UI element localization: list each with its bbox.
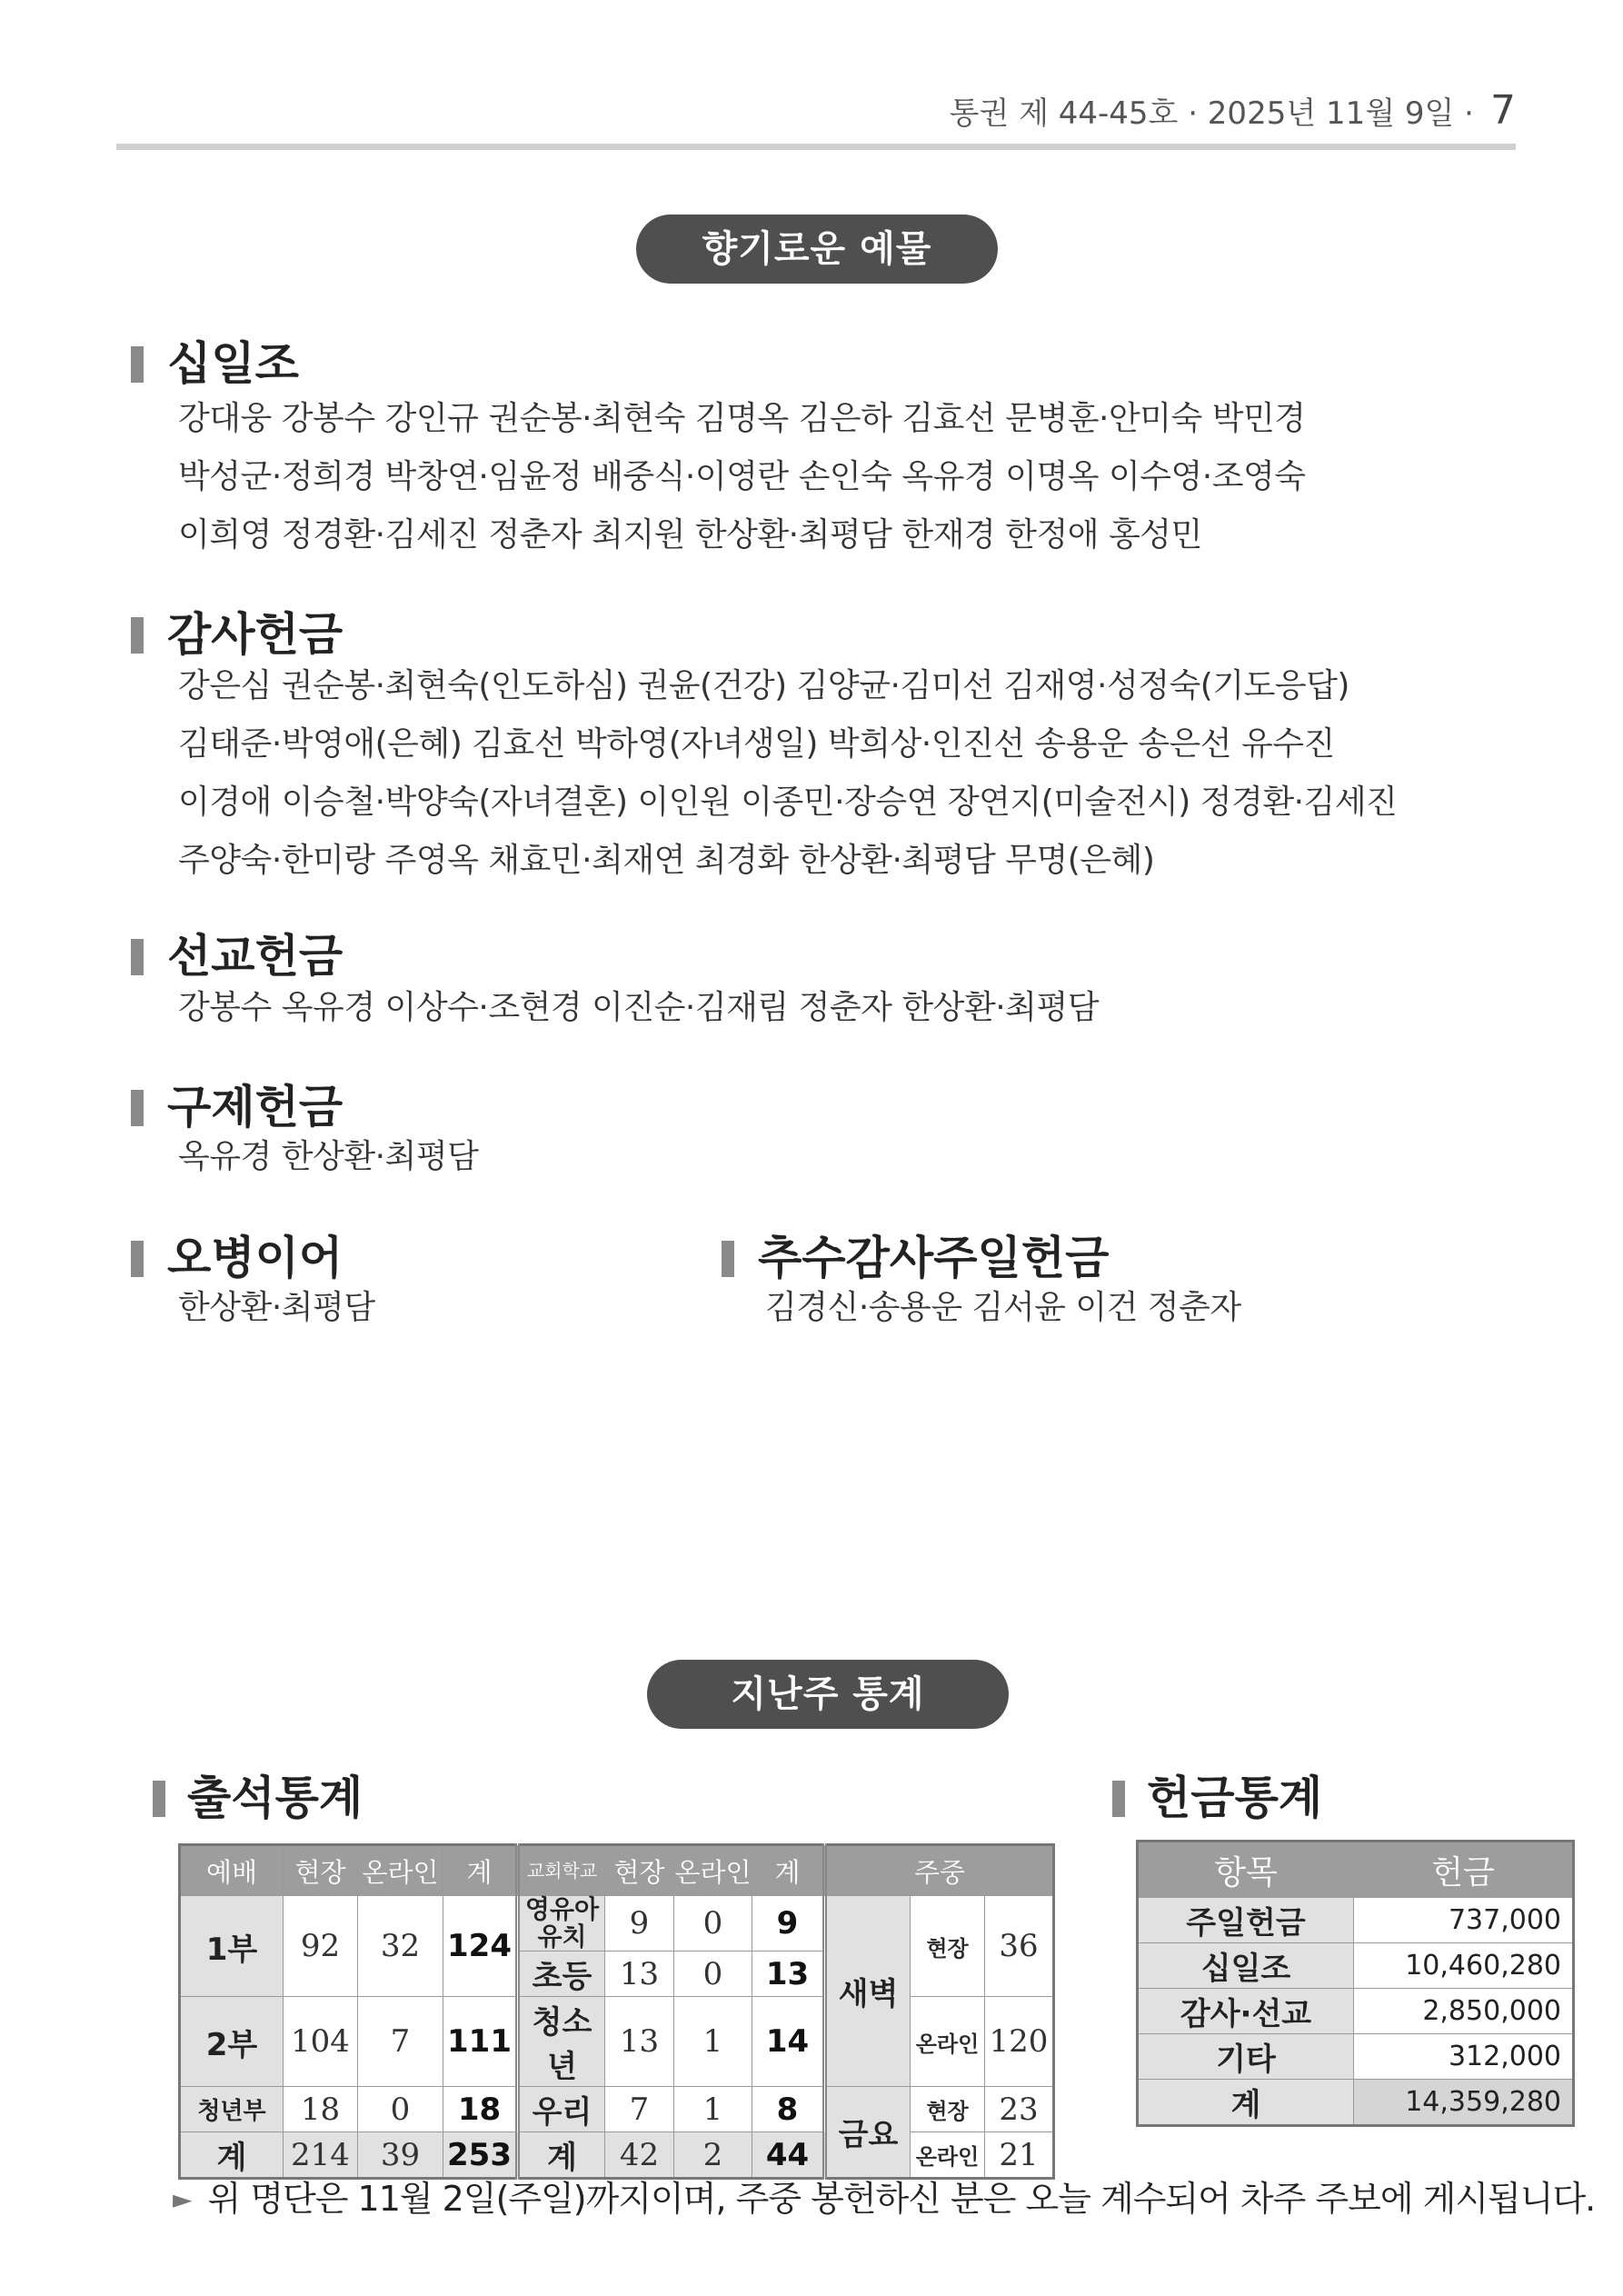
table-row xyxy=(1138,1989,1574,2034)
col-header: 예배 xyxy=(180,1845,284,1896)
row-label: 1부 xyxy=(180,1896,284,1997)
header-row xyxy=(180,1845,1054,1896)
col-header: 현장 xyxy=(605,1845,674,1896)
row-label: 청소년 xyxy=(518,1997,605,2087)
col-header: 온라인 xyxy=(674,1845,752,1896)
header-divider xyxy=(116,144,1516,150)
row-label: 우리 xyxy=(518,2087,605,2132)
name-line: 옥유경 한상환·최평담 xyxy=(178,1138,479,1175)
section-title-fish-bread: 오병이어 xyxy=(131,1222,343,1287)
offering-banner: 향기로운 예물 xyxy=(636,215,998,284)
row-label: 영유아유치 xyxy=(518,1896,605,1952)
attendance-table xyxy=(178,1843,1055,2180)
cell: 7 xyxy=(605,2087,674,2132)
name-line: 이희영 정경환·김세진 정춘자 최지원 한상환·최평담 한재경 한정애 홍성민 xyxy=(178,516,1202,554)
header-row xyxy=(1138,1842,1574,1898)
row-label: 2부 xyxy=(180,1997,284,2087)
section-title-thanks: 감사헌금 xyxy=(131,598,343,664)
issue-header xyxy=(950,87,1516,134)
section-marker xyxy=(131,346,144,383)
cell: 8 xyxy=(752,2087,825,2132)
section-marker xyxy=(722,1241,734,1277)
cell: 2 xyxy=(674,2132,752,2179)
sub-label: 현장 xyxy=(911,1896,985,1997)
col-header: 헌금 xyxy=(1354,1842,1574,1898)
cell: 9 xyxy=(752,1896,825,1952)
col-header: 현장 xyxy=(284,1845,358,1896)
item-cell: 기타 xyxy=(1138,2034,1354,2080)
cell: 13 xyxy=(605,1952,674,1997)
cell: 120 xyxy=(985,1997,1054,2087)
row-label: 계 xyxy=(518,2132,605,2179)
row-label: 청년부 xyxy=(180,2087,284,2132)
cell: 13 xyxy=(605,1997,674,2087)
col-header: 계 xyxy=(443,1845,518,1896)
amount-cell: 737,000 xyxy=(1354,1898,1574,1943)
cell: 111 xyxy=(443,1997,518,2087)
item-cell: 감사·선교 xyxy=(1138,1989,1354,2034)
section-marker xyxy=(153,1781,165,1817)
cell: 253 xyxy=(443,2132,518,2179)
name-line: 김태준·박영애(은혜) 김효선 박하영(자녀생일) 박희상·인진선 송용운 송은선 유수진 xyxy=(178,725,1335,763)
col-header: 계 xyxy=(752,1845,825,1896)
cell: 23 xyxy=(985,2087,1054,2132)
amount-cell: 312,000 xyxy=(1354,2034,1574,2080)
cell: 92 xyxy=(284,1896,358,1997)
name-line: 한상환·최평담 xyxy=(178,1289,375,1326)
cell: 21 xyxy=(985,2132,1054,2179)
item-cell: 주일헌금 xyxy=(1138,1898,1354,1943)
col-header: 교회학교 xyxy=(518,1845,605,1896)
name-line: 강봉수 옥유경 이상수·조현경 이진순·김재림 정춘자 한상환·최평담 xyxy=(178,989,1099,1026)
item-cell: 십일조 xyxy=(1138,1943,1354,1989)
cell: 0 xyxy=(358,2087,443,2132)
stats-banner: 지난주 통계 xyxy=(647,1660,1009,1729)
cell: 14 xyxy=(752,1997,825,2087)
amount-cell: 14,359,280 xyxy=(1354,2080,1574,2126)
name-line: 강은심 권순봉·최현숙(인도하심) 권윤(건강) 김양균·김미선 김재영·성정숙(기도응답) xyxy=(178,667,1349,704)
table-row xyxy=(1138,1898,1574,1943)
section-marker xyxy=(131,939,144,975)
table-row xyxy=(1138,2034,1574,2080)
cell: 0 xyxy=(674,1896,752,1952)
triangle-right-icon: ► xyxy=(173,2184,192,2214)
cell: 18 xyxy=(443,2087,518,2132)
offering-stats-title: 헌금통계 xyxy=(1112,1762,1322,1827)
table-row xyxy=(180,1896,1054,1952)
cell: 18 xyxy=(284,2087,358,2132)
issue-info: 통권 제 44-45호 · 2025년 11월 9일 · xyxy=(949,95,1474,132)
section-marker xyxy=(1112,1781,1125,1817)
section-marker xyxy=(131,617,144,654)
row-label: 계 xyxy=(180,2132,284,2179)
attendance-title: 출석통계 xyxy=(153,1762,363,1827)
name-line: 김경신·송용운 김서윤 이건 정춘자 xyxy=(765,1289,1241,1326)
cell: 32 xyxy=(358,1896,443,1997)
row-label: 금요 xyxy=(825,2087,911,2179)
section-title-tithe: 십일조 xyxy=(131,327,299,393)
cell: 124 xyxy=(443,1896,518,1997)
amount-cell: 10,460,280 xyxy=(1354,1943,1574,1989)
cell: 1 xyxy=(674,1997,752,2087)
cell: 39 xyxy=(358,2132,443,2179)
section-title-mission: 선교헌금 xyxy=(131,920,343,985)
sub-label: 온라인 xyxy=(911,2132,985,2179)
cell: 42 xyxy=(605,2132,674,2179)
cell: 9 xyxy=(605,1896,674,1952)
cell: 1 xyxy=(674,2087,752,2132)
name-line: 주양숙·한미랑 주영옥 채효민·최재연 최경화 한상환·최평담 무명(은혜) xyxy=(178,842,1155,879)
cell: 104 xyxy=(284,1997,358,2087)
section-title-thanksgiving: 추수감사주일헌금 xyxy=(722,1222,1109,1287)
footer-note: ► 위 명단은 11월 2일(주일)까지이며, 주중 봉헌하신 분은 오늘 계수되어 차주 주보에 게시됩니다. xyxy=(173,2179,1596,2219)
page-number: 7 xyxy=(1490,87,1516,134)
name-line: 이경애 이승철·박양숙(자녀결혼) 이인원 이종민·장승연 장연지(미술전시) 정경환·김세진 xyxy=(178,784,1398,821)
name-line: 강대웅 강봉수 강인규 권순봉·최현숙 김명옥 김은하 김효선 문병훈·안미숙 박민경 xyxy=(178,400,1306,437)
row-label: 초등 xyxy=(518,1952,605,1997)
cell: 44 xyxy=(752,2132,825,2179)
name-line: 박성군·정희경 박창연·임윤정 배중식·이영란 손인숙 옥유경 이명옥 이수영·조영숙 xyxy=(178,458,1306,495)
section-title-relief: 구제헌금 xyxy=(131,1071,343,1136)
offering-stats-table xyxy=(1136,1840,1575,2127)
cell: 7 xyxy=(358,1997,443,2087)
cell: 214 xyxy=(284,2132,358,2179)
sub-label: 온라인 xyxy=(911,1997,985,2087)
row-label: 새벽 xyxy=(825,1896,911,2087)
total-row xyxy=(1138,2080,1574,2126)
sub-label: 현장 xyxy=(911,2087,985,2132)
section-marker xyxy=(131,1090,144,1126)
table-row xyxy=(1138,1943,1574,1989)
amount-cell: 2,850,000 xyxy=(1354,1989,1574,2034)
col-header: 주중 xyxy=(825,1845,1054,1896)
cell: 0 xyxy=(674,1952,752,1997)
cell: 13 xyxy=(752,1952,825,1997)
item-cell: 계 xyxy=(1138,2080,1354,2126)
cell: 36 xyxy=(985,1896,1054,1997)
col-header: 항목 xyxy=(1138,1842,1354,1898)
col-header: 온라인 xyxy=(358,1845,443,1896)
section-marker xyxy=(131,1241,144,1277)
